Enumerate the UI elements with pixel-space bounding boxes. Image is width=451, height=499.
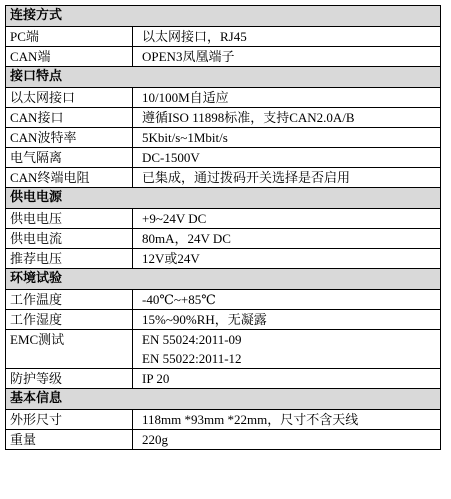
- spec-value: [133, 330, 441, 369]
- spec-label: 外形尺寸: [6, 410, 133, 430]
- spec-value: [133, 108, 441, 128]
- spec-label: 以太网接口: [6, 88, 133, 108]
- spec-value: [133, 410, 441, 430]
- spec-label: 工作湿度: [6, 310, 133, 330]
- spec-label: 电气隔离: [6, 148, 133, 168]
- section-header-row: [6, 389, 441, 410]
- spec-value-line: 118mm *93mm *22mm，尺寸不含天线: [142, 412, 359, 427]
- spec-value-line: 以太网接口，RJ45: [142, 29, 247, 44]
- spec-label: 防护等级: [6, 369, 133, 389]
- spec-value-line: -40℃~+85℃: [142, 292, 216, 307]
- section-title: 连接方式: [6, 6, 441, 27]
- spec-row: [6, 410, 441, 430]
- section-header-row: [6, 6, 441, 27]
- spec-row: [6, 310, 441, 330]
- spec-value: [133, 290, 441, 310]
- section-title: 环境试验: [6, 269, 441, 290]
- spec-label: 供电电压: [6, 209, 133, 229]
- spec-value: [133, 148, 441, 168]
- spec-value-line: EN 55024:2011-09: [142, 332, 242, 347]
- spec-row: [6, 369, 441, 389]
- spec-label: CAN终端电阻: [6, 168, 133, 188]
- spec-value-line: 80mA，24V DC: [142, 231, 231, 246]
- section-header-row: [6, 67, 441, 88]
- spec-row: [6, 148, 441, 168]
- spec-row: [6, 209, 441, 229]
- spec-label: 供电电流: [6, 229, 133, 249]
- spec-value-line: EN 55022:2011-12: [142, 351, 242, 366]
- spec-value-line: 220g: [142, 432, 168, 447]
- spec-row: [6, 27, 441, 47]
- spec-value-line: IP 20: [142, 371, 170, 386]
- spec-label: CAN接口: [6, 108, 133, 128]
- section-title: 接口特点: [6, 67, 441, 88]
- spec-row: [6, 330, 441, 369]
- spec-value: [133, 209, 441, 229]
- spec-row: [6, 88, 441, 108]
- spec-row: [6, 47, 441, 67]
- spec-value-line: 12V或24V: [142, 251, 200, 266]
- spec-value-line: 15%~90%RH，无凝露: [142, 312, 267, 327]
- spec-value: [133, 369, 441, 389]
- spec-value: [133, 27, 441, 47]
- spec-label: 工作温度: [6, 290, 133, 310]
- spec-value: [133, 128, 441, 148]
- spec-value: [133, 88, 441, 108]
- spec-value-line: 遵循ISO 11898标准，支持CAN2.0A/B: [142, 110, 355, 125]
- section-header-row: [6, 269, 441, 290]
- spec-value: [133, 310, 441, 330]
- spec-label: EMC测试: [6, 330, 133, 369]
- spec-label: PC端: [6, 27, 133, 47]
- spec-value: [133, 249, 441, 269]
- section-title: 基本信息: [6, 389, 441, 410]
- spec-value-line: +9~24V DC: [142, 211, 207, 226]
- spec-label: 重量: [6, 430, 133, 450]
- spec-row: [6, 430, 441, 450]
- spec-value-line: OPEN3凤凰端子: [142, 49, 235, 64]
- section-title: 供电电源: [6, 188, 441, 209]
- spec-value-line: DC-1500V: [142, 150, 200, 165]
- spec-label: CAN端: [6, 47, 133, 67]
- spec-row: [6, 108, 441, 128]
- spec-row: [6, 290, 441, 310]
- spec-value: [133, 430, 441, 450]
- spec-value-line: 5Kbit/s~1Mbit/s: [142, 130, 228, 145]
- spec-value-line: 已集成，通过拨码开关选择是否启用: [142, 170, 351, 185]
- spec-label: CAN波特率: [6, 128, 133, 148]
- spec-value: [133, 168, 441, 188]
- spec-table-body: [6, 6, 441, 450]
- spec-value-line: 10/100M自适应: [142, 90, 229, 105]
- spec-row: [6, 249, 441, 269]
- spec-value: [133, 229, 441, 249]
- spec-row: [6, 229, 441, 249]
- spec-table: [5, 5, 441, 450]
- spec-value: [133, 47, 441, 67]
- spec-row: [6, 168, 441, 188]
- section-header-row: [6, 188, 441, 209]
- spec-label: 推荐电压: [6, 249, 133, 269]
- spec-row: [6, 128, 441, 148]
